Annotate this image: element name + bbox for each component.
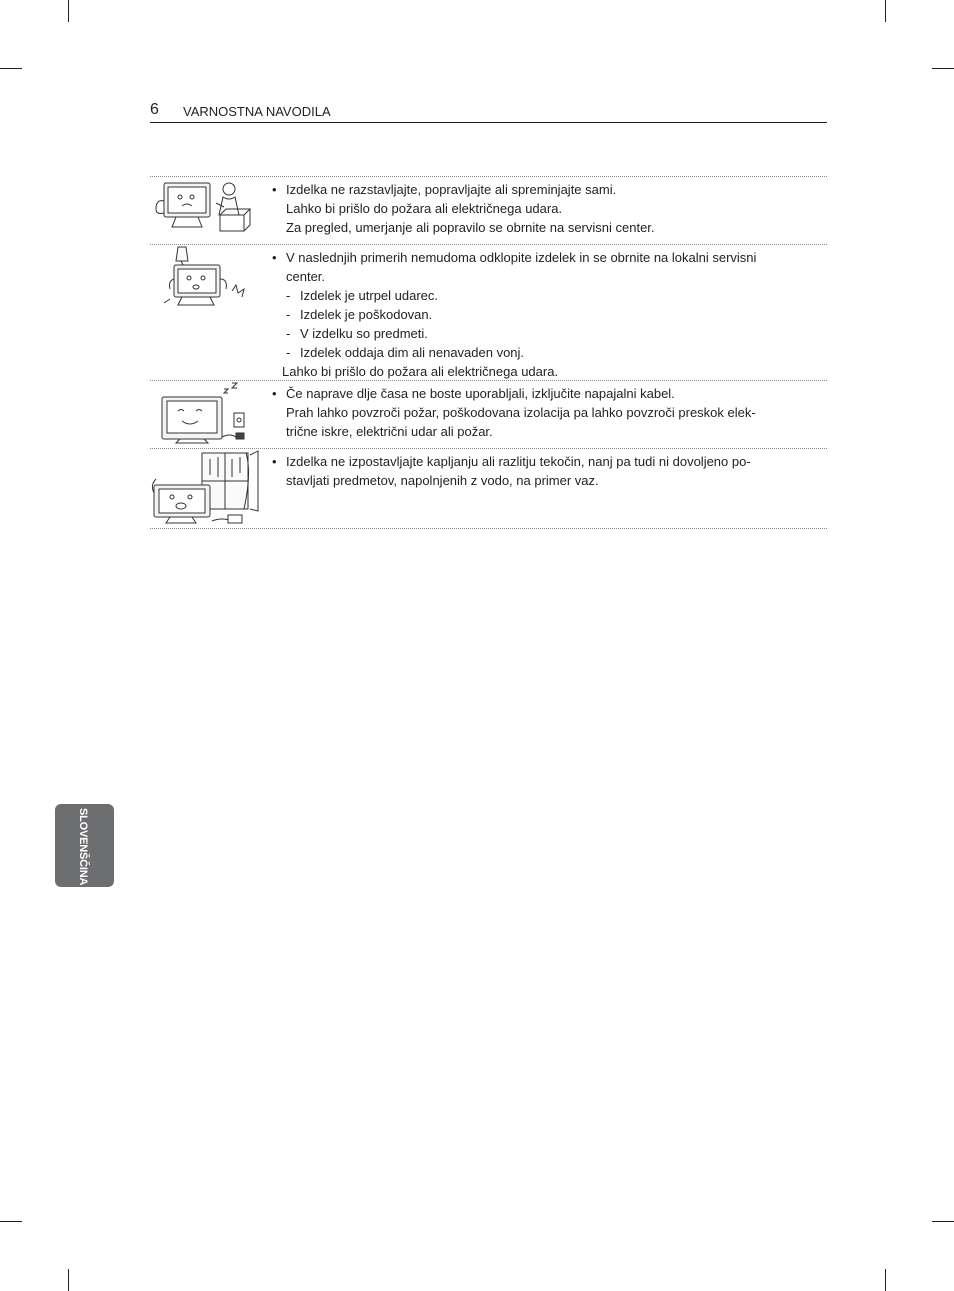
crop-mark xyxy=(885,0,886,22)
safety-row xyxy=(150,380,827,448)
safety-row xyxy=(150,244,827,380)
dash-marker: - xyxy=(286,307,291,322)
bullet-item xyxy=(272,248,827,267)
instruction-text xyxy=(272,452,827,490)
instruction-text xyxy=(272,180,827,237)
instruction-line: Izdelka ne izpostavljajte kapljanju ali razlitju tekočin, nanj pa tudi ni dovoljeno po- xyxy=(286,454,751,469)
language-side-tab xyxy=(55,804,114,887)
sub-item-text: Izdelek je poškodovan. xyxy=(300,307,433,322)
dash-marker: - xyxy=(286,288,291,303)
crop-mark xyxy=(885,1269,886,1291)
crop-mark xyxy=(68,1269,69,1291)
bullet-item xyxy=(272,452,827,471)
bullet-marker: • xyxy=(272,386,277,401)
sub-item-text: Izdelek oddaja dim ali nenavaden vonj. xyxy=(300,345,525,360)
instruction-line: trične iskre, električni udar ali požar. xyxy=(286,424,493,439)
crop-mark xyxy=(932,1221,954,1222)
section-title: VARNOSTNA NAVODILA xyxy=(183,104,331,119)
instruction-line: V naslednjih primerih nemudoma odklopite izdelek in se obrnite na lokalni servisni xyxy=(286,250,757,265)
safety-row xyxy=(150,448,827,529)
instruction-line: Izdelka ne razstavljajte, popravljajte ali spreminjajte sami. xyxy=(286,182,617,197)
bullet-marker: • xyxy=(272,454,277,469)
sub-item xyxy=(272,324,827,343)
language-label: SLOVENŠČINA xyxy=(77,808,89,886)
crop-mark xyxy=(68,0,69,22)
sub-item-text: V izdelku so predmeti. xyxy=(300,326,428,341)
tv-window-rain-icon xyxy=(150,449,264,527)
page-header xyxy=(150,100,827,123)
safety-row xyxy=(150,176,827,244)
safety-instructions-table xyxy=(150,176,827,529)
sub-item xyxy=(272,343,827,362)
page-number: 6 xyxy=(150,101,159,118)
instruction-line: stavljati predmetov, napolnjenih z vodo, na primer vaz. xyxy=(286,473,599,488)
instruction-line: Prah lahko povzroči požar, poškodovana izolacija pa lahko povzroči preskok elek- xyxy=(286,405,756,420)
instruction-text xyxy=(272,384,827,441)
instruction-line: Če naprave dlje časa ne boste uporabljali, izključite napajalni kabel. xyxy=(286,386,675,401)
tv-impact-icon xyxy=(150,245,264,315)
instruction-text xyxy=(272,248,827,381)
bullet-marker: • xyxy=(272,250,277,265)
crop-mark xyxy=(0,1221,22,1222)
bullet-item xyxy=(272,384,827,403)
dash-marker: - xyxy=(286,326,291,341)
sub-item-text: Izdelek je utrpel udarec. xyxy=(300,288,439,303)
instruction-line: center. xyxy=(286,269,326,284)
instruction-line: Lahko bi prišlo do požara ali električnega udara. xyxy=(282,364,559,379)
tv-repair-person-icon xyxy=(150,177,264,243)
instruction-line: Lahko bi prišlo do požara ali električnega udara. xyxy=(286,201,563,216)
crop-mark xyxy=(932,68,954,69)
sub-item xyxy=(272,286,827,305)
dash-marker: - xyxy=(286,345,291,360)
tv-unplug-sleep-icon xyxy=(150,381,264,447)
crop-mark xyxy=(0,68,22,69)
instruction-line: Za pregled, umerjanje ali popravilo se obrnite na servisni center. xyxy=(286,220,655,235)
sub-item xyxy=(272,305,827,324)
bullet-item xyxy=(272,180,827,199)
bullet-marker: • xyxy=(272,182,277,197)
